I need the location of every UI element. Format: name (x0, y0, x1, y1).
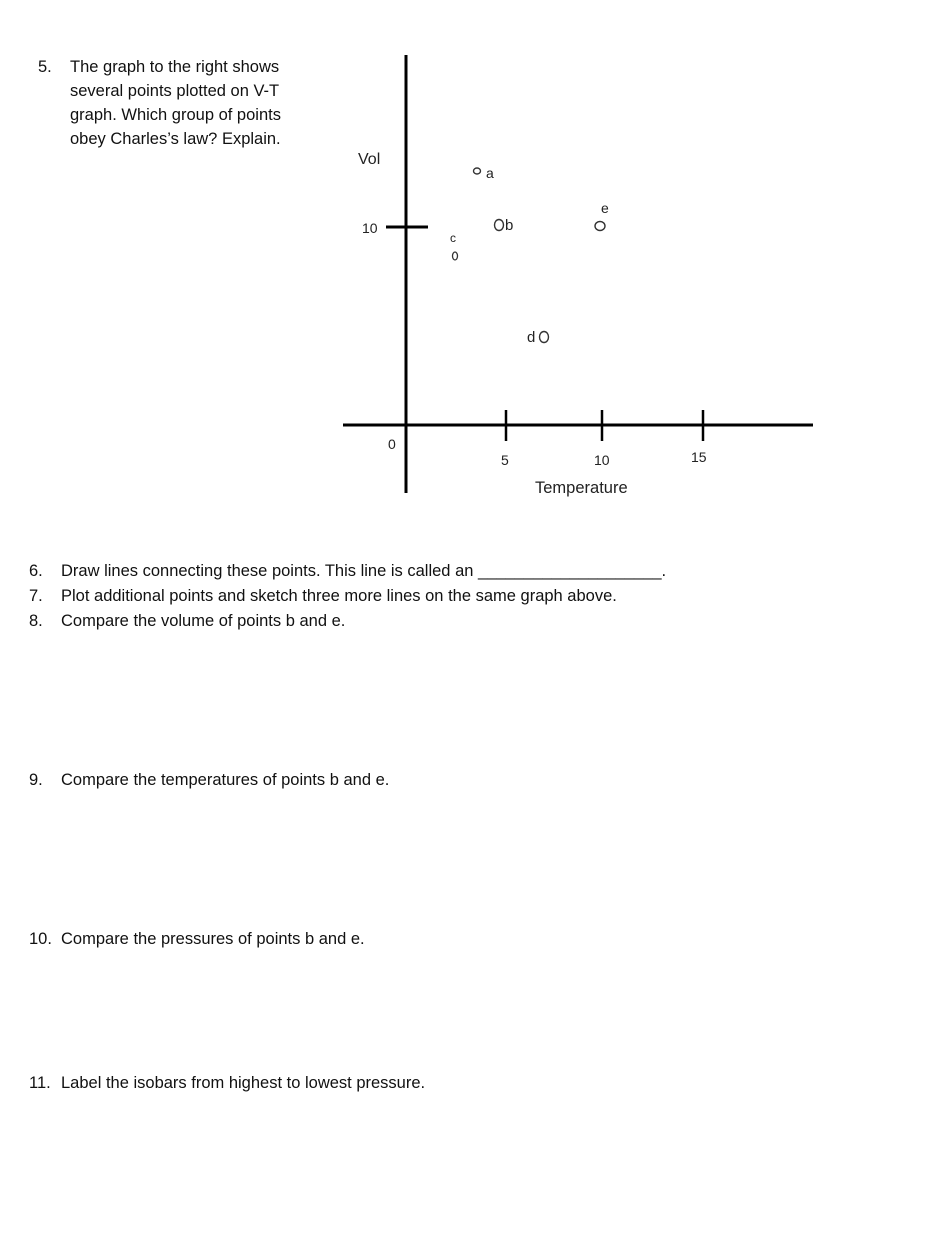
origin-label: 0 (388, 436, 396, 452)
question-text: Label the isobars from highest to lowest pressure. (61, 1074, 426, 1092)
x-tick-label: 5 (501, 452, 509, 468)
x-tick-label: 15 (691, 449, 707, 465)
x-tick-label: 10 (594, 452, 610, 468)
point-c-marker (453, 252, 458, 260)
point-c-label: c (450, 231, 456, 245)
point-d-label: d (527, 329, 536, 346)
question-number: 7. (29, 587, 43, 605)
y-axis-label: Vol (358, 151, 381, 168)
point-b-label: b (505, 217, 514, 234)
question-number: 8. (29, 612, 43, 630)
y-tick-label: 10 (362, 220, 378, 236)
question-text: Plot additional points and sketch three more lines on the same graph above. (61, 587, 617, 605)
point-e-label: e (601, 200, 609, 216)
question-text: Compare the temperatures of points b and e. (61, 771, 390, 789)
question-number: 5. (38, 58, 52, 76)
question-number: 9. (29, 771, 43, 789)
question-text: Compare the volume of points b and e. (61, 612, 346, 630)
point-b-marker (495, 220, 504, 231)
question-text: Compare the pressures of points b and e. (61, 930, 365, 948)
point-d-marker (540, 332, 549, 343)
question-number: 10. (29, 930, 52, 948)
question-text: Draw lines connecting these points. This line is called an ____________________. (61, 562, 667, 580)
question-number: 6. (29, 562, 43, 580)
vt-graph (0, 0, 940, 520)
point-e-marker (595, 222, 605, 231)
point-a-marker (474, 168, 481, 174)
point-a-label: a (486, 165, 494, 181)
x-axis-label: Temperature (535, 479, 628, 497)
question-text: The graph to the right shows several points plotted on V-T graph. Which group of points obey Charles’s law? Explain. (70, 58, 281, 148)
question-number: 11. (29, 1074, 51, 1092)
